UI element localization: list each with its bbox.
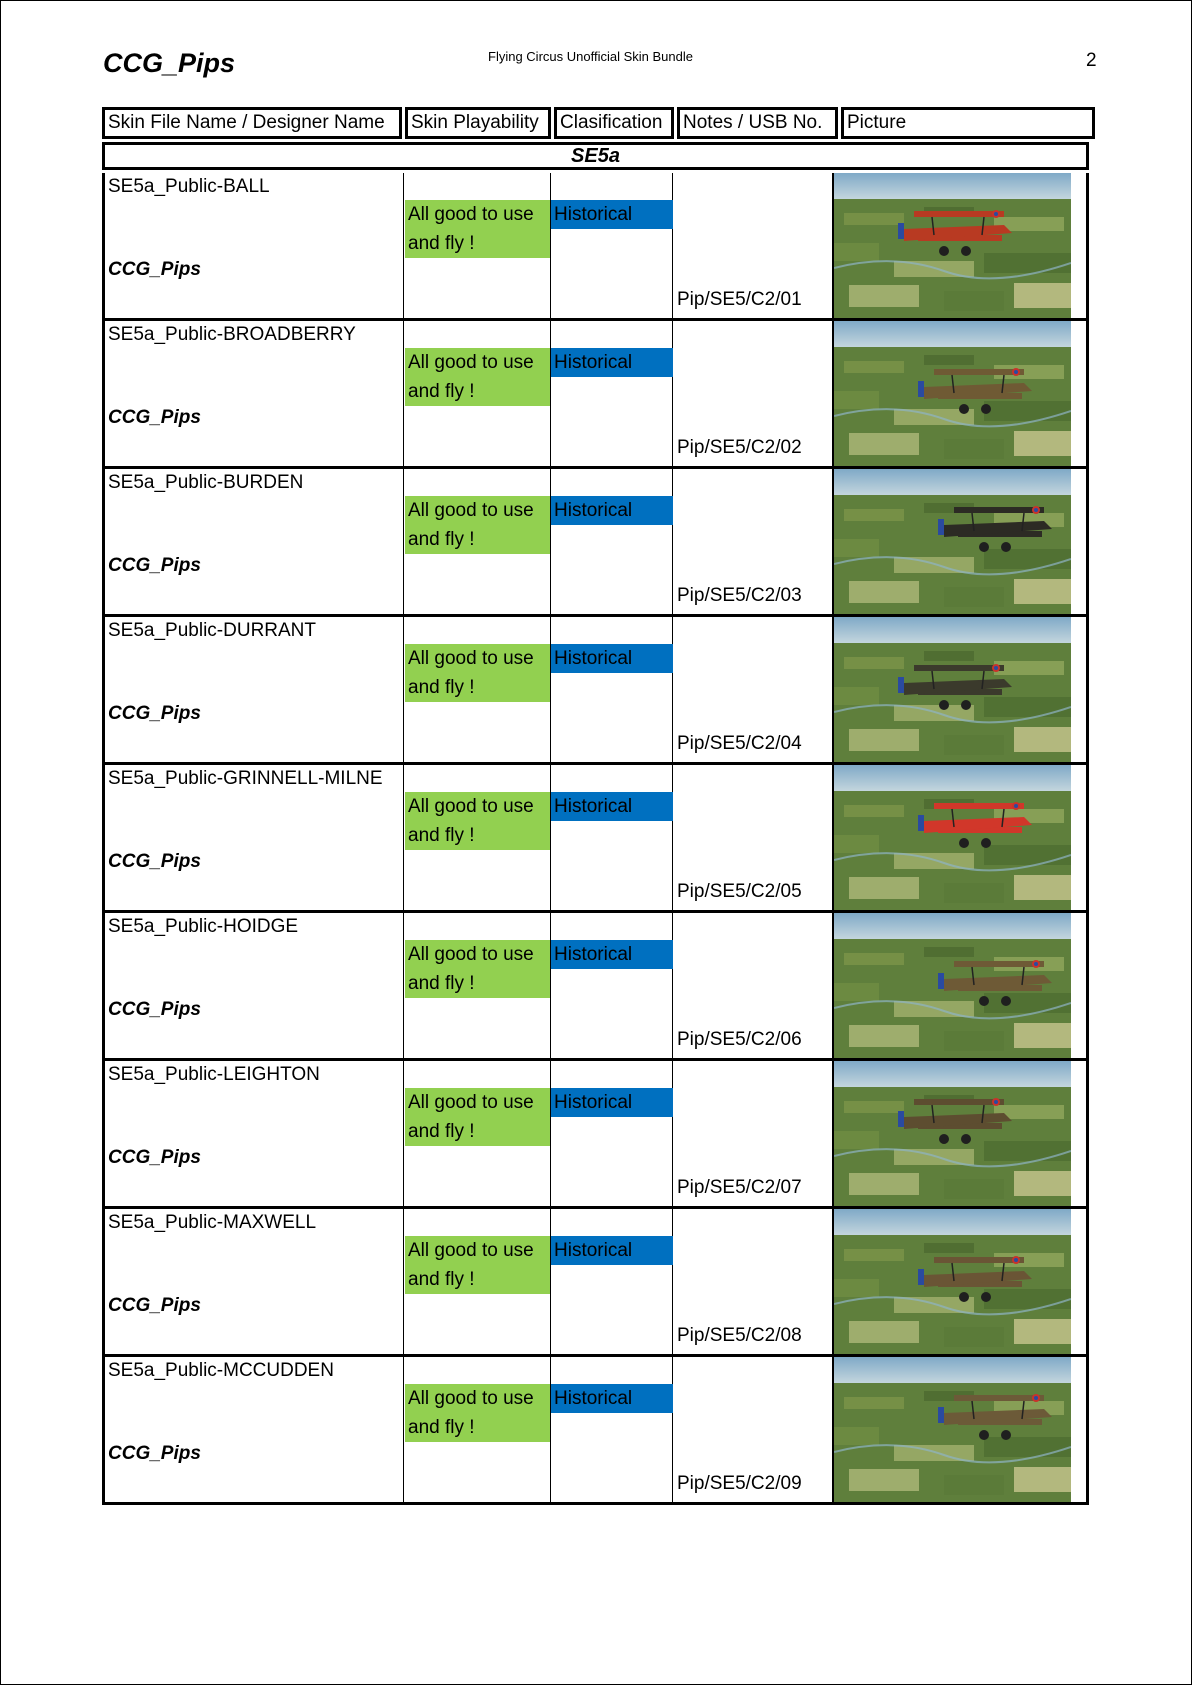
picture-cell: [834, 1061, 1089, 1206]
aircraft-photo: [834, 321, 1071, 466]
playability-badge: All good to use and fly !: [405, 792, 550, 850]
designer-name: CCG_Pips: [108, 851, 201, 872]
column-header-notes: Notes / USB No.: [677, 107, 838, 139]
playability-badge: All good to use and fly !: [405, 348, 550, 406]
skin-file-name: SE5a_Public-BALL: [108, 176, 270, 197]
playability-cell: [404, 617, 551, 762]
table-row: [105, 318, 1086, 466]
skin-file-name: SE5a_Public-DURRANT: [108, 620, 317, 641]
skin-cell: [105, 617, 404, 762]
notes-cell: [673, 469, 834, 614]
playability-cell: [404, 321, 551, 466]
classification-badge: Historical: [551, 1088, 673, 1117]
usb-number: Pip/SE5/C2/02: [677, 437, 802, 458]
playability-badge: All good to use and fly !: [405, 644, 550, 702]
usb-number: Pip/SE5/C2/07: [677, 1177, 802, 1198]
classification-badge: Historical: [551, 1384, 673, 1413]
playability-cell: [404, 913, 551, 1058]
skin-table: [102, 107, 1089, 1505]
aircraft-photo: [834, 617, 1071, 762]
skin-file-name: SE5a_Public-LEIGHTON: [108, 1064, 320, 1085]
playability-badge: All good to use and fly !: [405, 200, 550, 258]
page-author: CCG_Pips: [103, 48, 236, 78]
playability-cell: [404, 469, 551, 614]
playability-cell: [404, 1357, 551, 1502]
aircraft-photo: [834, 1209, 1071, 1354]
designer-name: CCG_Pips: [108, 407, 201, 428]
picture-cell: [834, 617, 1089, 762]
table-row: [105, 910, 1086, 1058]
classification-cell: [551, 469, 673, 614]
notes-cell: [673, 913, 834, 1058]
skin-file-name: SE5a_Public-MCCUDDEN: [108, 1360, 334, 1381]
notes-cell: [673, 1209, 834, 1354]
usb-number: Pip/SE5/C2/04: [677, 733, 802, 754]
table-row: [105, 762, 1086, 910]
aircraft-photo: [834, 469, 1071, 614]
classification-badge: Historical: [551, 792, 673, 821]
skin-cell: [105, 913, 404, 1058]
usb-number: Pip/SE5/C2/03: [677, 585, 802, 606]
column-header-playability: Skin Playability: [405, 107, 551, 139]
classification-badge: Historical: [551, 348, 673, 377]
table-row: [105, 614, 1086, 762]
notes-cell: [673, 173, 834, 318]
table-row: [105, 1206, 1086, 1354]
playability-cell: [404, 765, 551, 910]
skin-cell: [105, 1061, 404, 1206]
notes-cell: [673, 617, 834, 762]
skin-file-name: SE5a_Public-BROADBERRY: [108, 324, 356, 345]
aircraft-photo: [834, 765, 1071, 910]
table-row: [105, 466, 1086, 614]
skin-file-name: SE5a_Public-MAXWELL: [108, 1212, 317, 1233]
picture-cell: [834, 913, 1089, 1058]
classification-cell: [551, 617, 673, 762]
skin-cell: [105, 1357, 404, 1502]
column-header-picture: Picture: [841, 107, 1095, 139]
designer-name: CCG_Pips: [108, 999, 201, 1020]
skin-file-name: SE5a_Public-BURDEN: [108, 472, 304, 493]
playability-badge: All good to use and fly !: [405, 1384, 550, 1442]
notes-cell: [673, 1357, 834, 1502]
table-header: [102, 107, 1089, 139]
notes-cell: [673, 1061, 834, 1206]
classification-badge: Historical: [551, 1236, 673, 1265]
designer-name: CCG_Pips: [108, 1295, 201, 1316]
designer-name: CCG_Pips: [108, 703, 201, 724]
column-header-skin: Skin File Name / Designer Name: [102, 107, 402, 139]
usb-number: Pip/SE5/C2/05: [677, 881, 802, 902]
page-number: 2: [1086, 50, 1097, 71]
playability-badge: All good to use and fly !: [405, 1088, 550, 1146]
picture-cell: [834, 765, 1089, 910]
picture-cell: [834, 1209, 1089, 1354]
classification-cell: [551, 173, 673, 318]
notes-cell: [673, 765, 834, 910]
picture-cell: [834, 173, 1089, 318]
classification-badge: Historical: [551, 940, 673, 969]
column-header-classification: Clasification: [554, 107, 674, 139]
classification-cell: [551, 1357, 673, 1502]
playability-cell: [404, 1209, 551, 1354]
aircraft-photo: [834, 1357, 1071, 1502]
usb-number: Pip/SE5/C2/09: [677, 1473, 802, 1494]
playability-cell: [404, 1061, 551, 1206]
picture-cell: [834, 469, 1089, 614]
classification-cell: [551, 913, 673, 1058]
designer-name: CCG_Pips: [108, 1443, 201, 1464]
usb-number: Pip/SE5/C2/01: [677, 289, 802, 310]
classification-badge: Historical: [551, 200, 673, 229]
table-row: [105, 1058, 1086, 1206]
skin-cell: [105, 321, 404, 466]
section-title: SE5a: [102, 142, 1089, 170]
skin-file-name: SE5a_Public-HOIDGE: [108, 916, 299, 937]
document-title: Flying Circus Unofficial Skin Bundle: [488, 49, 693, 64]
skin-cell: [105, 469, 404, 614]
skin-cell: [105, 173, 404, 318]
picture-cell: [834, 1357, 1089, 1502]
classification-cell: [551, 765, 673, 910]
classification-badge: Historical: [551, 644, 673, 673]
aircraft-photo: [834, 1061, 1071, 1206]
designer-name: CCG_Pips: [108, 555, 201, 576]
classification-badge: Historical: [551, 496, 673, 525]
usb-number: Pip/SE5/C2/06: [677, 1029, 802, 1050]
skin-cell: [105, 1209, 404, 1354]
playability-cell: [404, 173, 551, 318]
designer-name: CCG_Pips: [108, 1147, 201, 1168]
skin-file-name: SE5a_Public-GRINNELL-MILNE: [108, 768, 383, 789]
playability-badge: All good to use and fly !: [405, 1236, 550, 1294]
table-row: [105, 1354, 1086, 1502]
table-row: [105, 173, 1086, 318]
classification-cell: [551, 1061, 673, 1206]
classification-cell: [551, 1209, 673, 1354]
notes-cell: [673, 321, 834, 466]
aircraft-photo: [834, 173, 1071, 318]
picture-cell: [834, 321, 1089, 466]
skin-cell: [105, 765, 404, 910]
aircraft-photo: [834, 913, 1071, 1058]
usb-number: Pip/SE5/C2/08: [677, 1325, 802, 1346]
playability-badge: All good to use and fly !: [405, 496, 550, 554]
playability-badge: All good to use and fly !: [405, 940, 550, 998]
designer-name: CCG_Pips: [108, 259, 201, 280]
classification-cell: [551, 321, 673, 466]
table-body: [102, 173, 1089, 1505]
